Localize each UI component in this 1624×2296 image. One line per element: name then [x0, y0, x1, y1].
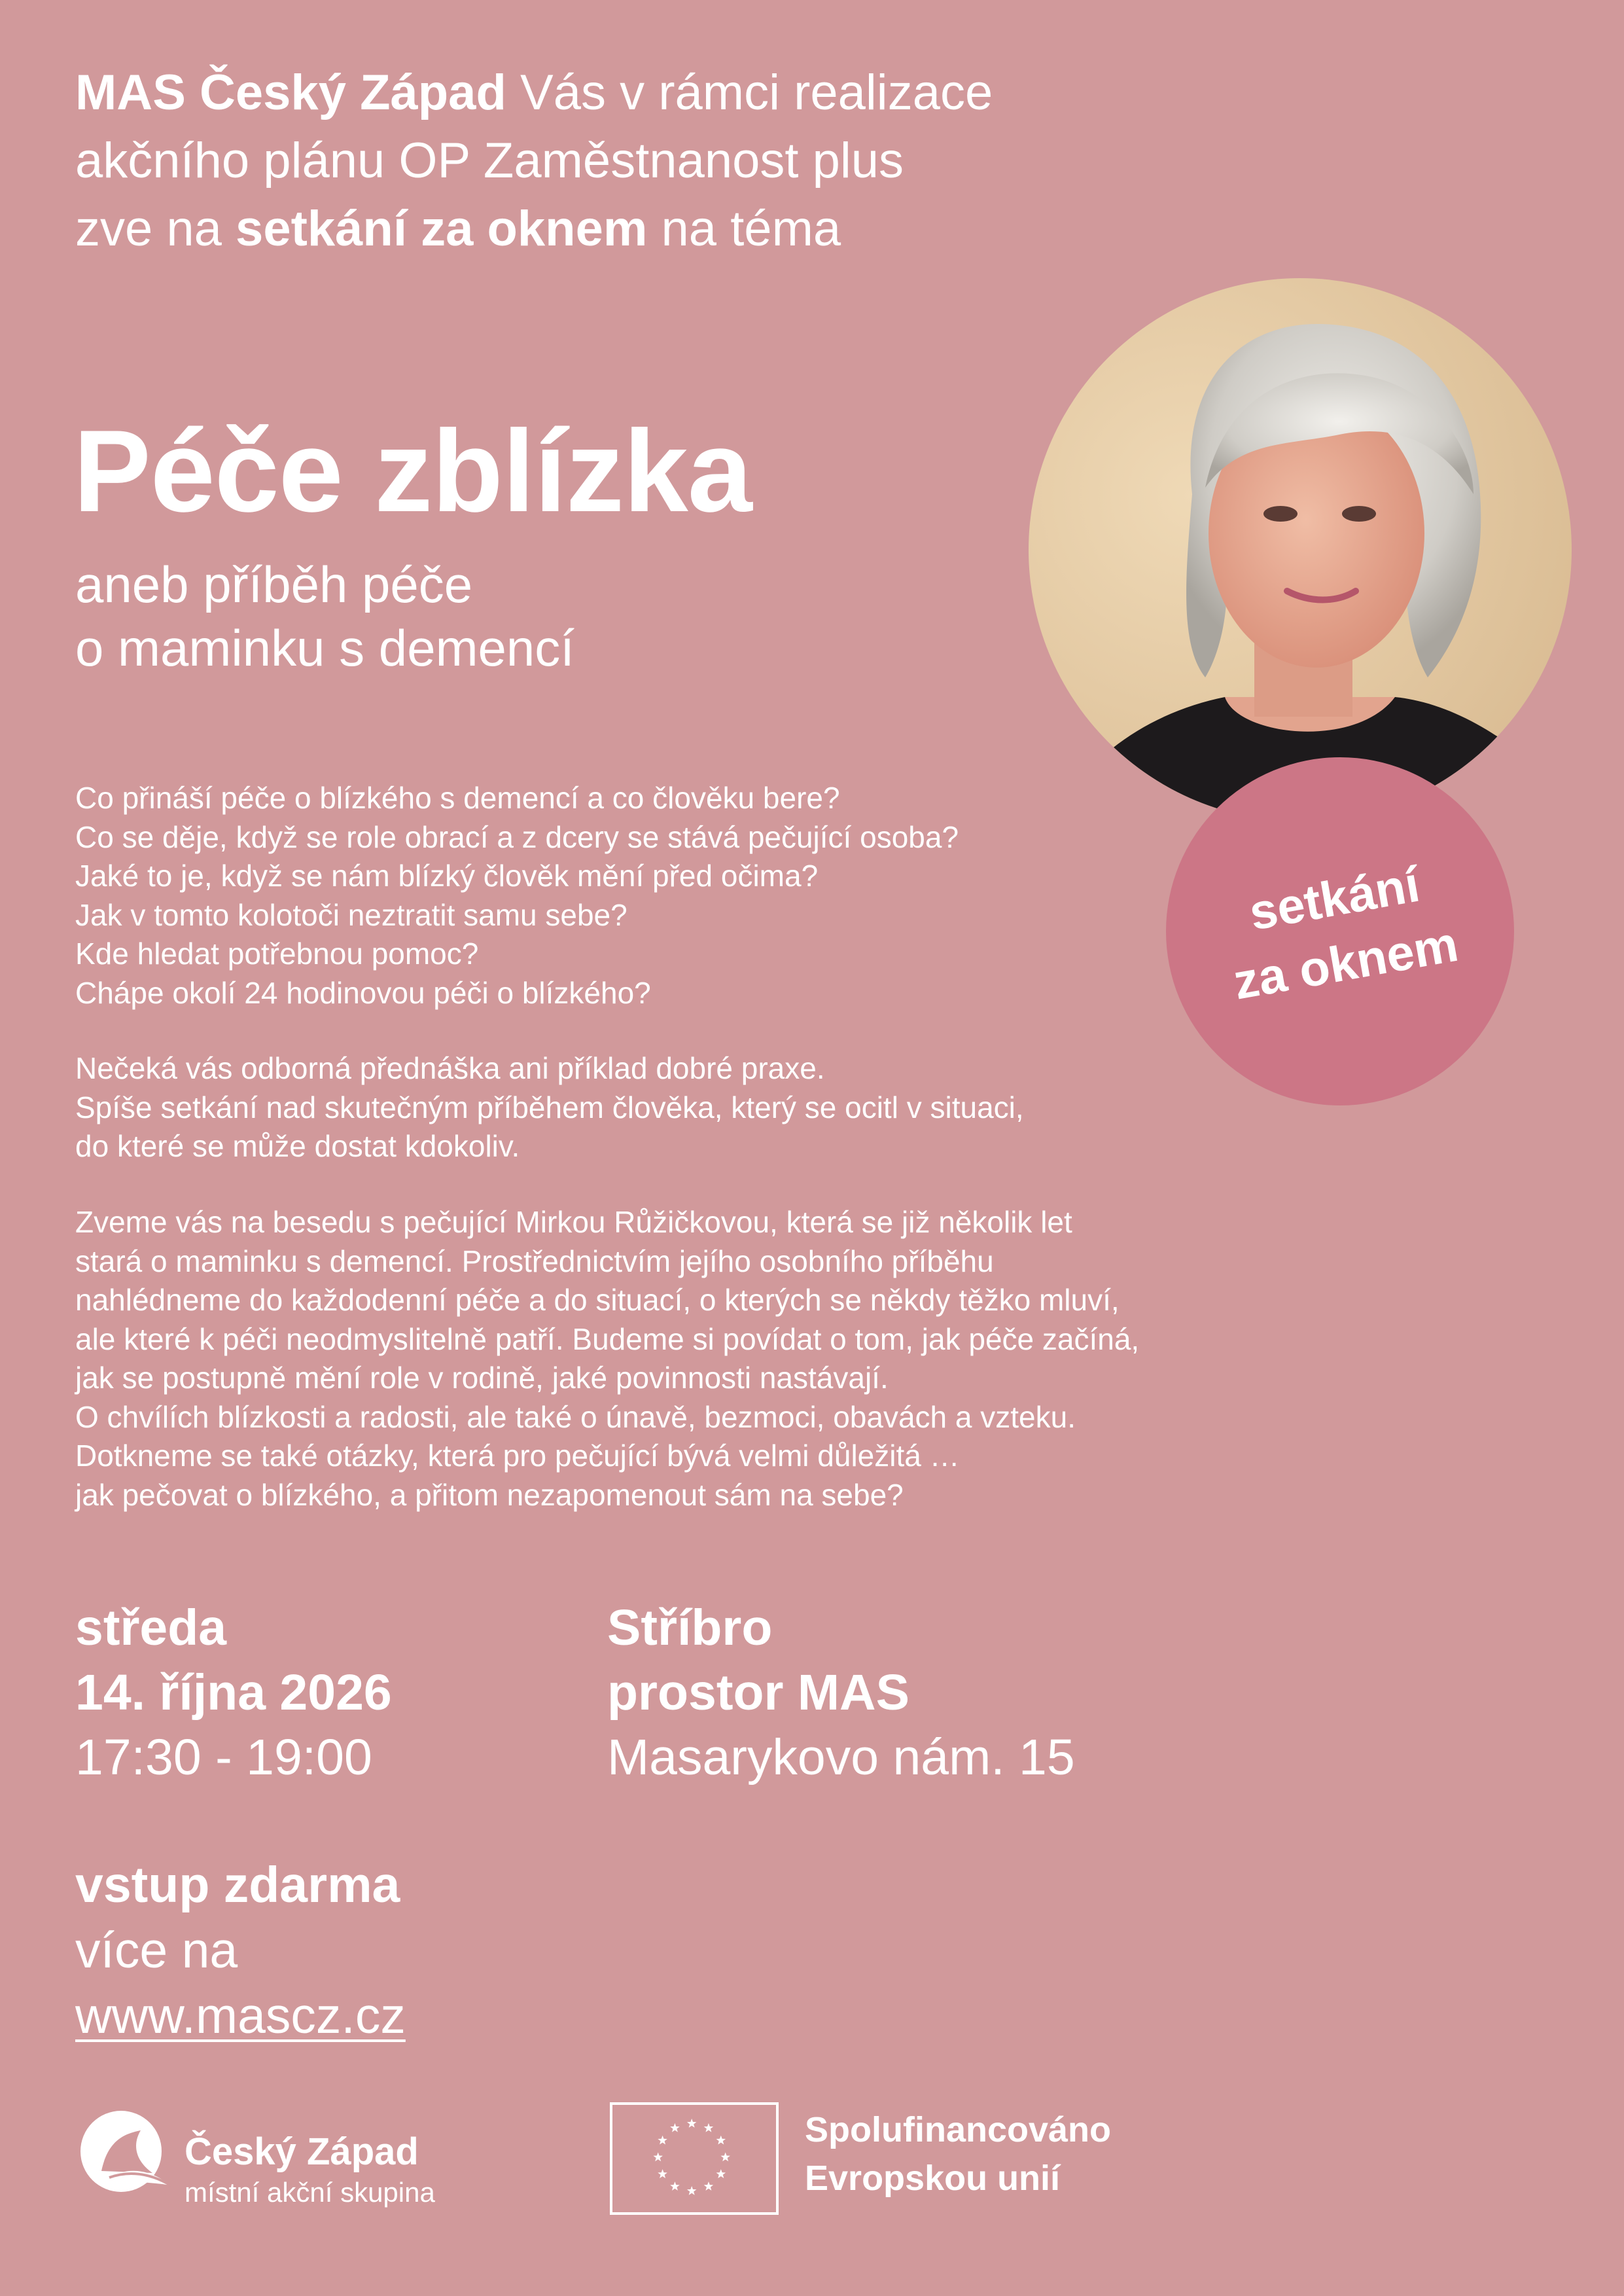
eu-star-icon — [704, 2181, 713, 2191]
description-paragraph — [75, 1049, 1024, 1166]
paragraph-line: do které se může dostat kdokoliv. — [75, 1129, 520, 1163]
question-line: Jaké to je, když se nám blízký člověk mění před očima? — [75, 859, 819, 893]
event-datetime — [75, 1596, 392, 1790]
event-venue: prostor MAS — [607, 1664, 909, 1721]
intro-line2: akčního plánu OP Zaměstnanost plus — [75, 133, 904, 188]
paragraph-line: jak pečovat o blízkého, a přitom nezapomenout sám na sebe? — [75, 1477, 904, 1512]
org-name: MAS Český Západ — [75, 65, 506, 120]
paragraph-line: jak se postupně mění role v rodině, jaké povinnosti nastávají. — [75, 1361, 889, 1395]
paragraph-line: ale které k péči neodmyslitelně patří. Budeme si povídat o tom, jak péče začíná, — [75, 1321, 1140, 1356]
question-line: Jak v tomto kolotoči neztratit samu sebe? — [75, 897, 627, 932]
event-badge — [1166, 757, 1514, 1105]
intro-line1: Vás v rámci realizace — [506, 65, 993, 120]
event-date: 14. října 2026 — [75, 1664, 392, 1721]
eu-star-icon — [670, 2123, 679, 2132]
event-time: 17:30 - 19:00 — [75, 1729, 372, 1785]
paragraph-line: nahlédneme do každodenní péče a do situací, o kterých se někdy těžko mluví, — [75, 1283, 1120, 1317]
questions-paragraph — [75, 779, 959, 1013]
eu-star-icon — [687, 2186, 696, 2195]
eu-star-icon — [658, 2169, 667, 2178]
intro-line3c: na téma — [647, 201, 841, 257]
eu-flag-icon — [610, 2102, 779, 2215]
event-address: Masarykovo nám. 15 — [607, 1729, 1075, 1785]
page-title: Péče zblízka — [73, 406, 752, 536]
paragraph-line: Zveme vás na besedu s pečující Mirkou Růžičkovou, která se již několik let — [75, 1205, 1072, 1239]
mas-name: Český Západ — [185, 2130, 419, 2173]
eu-text-line: Spolufinancováno — [805, 2110, 1112, 2149]
more-info-prefix: více na — [75, 1922, 238, 1979]
question-line: Kde hledat potřebnou pomoc? — [75, 937, 479, 971]
eu-star-icon — [687, 2119, 696, 2128]
eu-star-icon — [716, 2169, 726, 2178]
paragraph-line: Spíše setkání nad skutečným příběhem člověka, který se ocitl v situaci, — [75, 1090, 1024, 1124]
mas-logo-icon — [75, 2104, 173, 2202]
badge-text — [1217, 847, 1463, 1015]
intro-line3a: zve na — [75, 201, 236, 257]
portrait-image — [1029, 278, 1572, 821]
question-line: Chápe okolí 24 hodinovou péči o blízkého? — [75, 975, 651, 1010]
subtitle-line: aneb příběh péče — [75, 556, 473, 613]
badge-line: za oknem — [1229, 916, 1462, 1011]
eu-text-line: Evropskou unií — [805, 2159, 1061, 2198]
more-info — [75, 1918, 406, 2049]
paragraph-line: O chvílích blízkosti a radosti, ale také o únavě, bezmoci, obavách a vzteku. — [75, 1399, 1076, 1434]
portrait-photo — [1029, 278, 1572, 821]
question-line: Co se děje, když se role obrací a z dcery se stává pečující osoba? — [75, 819, 959, 854]
eu-star-icon — [653, 2152, 662, 2161]
subtitle-line: o maminku s demencí — [75, 619, 574, 677]
eu-star-icon — [658, 2136, 667, 2145]
intro-text — [75, 59, 1122, 263]
eu-star-icon — [704, 2123, 713, 2132]
eu-star-icon — [716, 2136, 726, 2145]
badge-line: setkání — [1244, 856, 1424, 941]
eu-funding-text — [805, 2106, 1111, 2202]
mas-subtitle: místní akční skupina — [185, 2177, 435, 2208]
eu-star-icon — [670, 2181, 679, 2191]
eu-star-icon — [720, 2152, 730, 2161]
website-link[interactable]: www.mascz.cz — [75, 1988, 406, 2044]
subtitle — [75, 553, 574, 680]
event-city: Stříbro — [607, 1600, 773, 1656]
paragraph-line: Dotkneme se také otázky, která pro pečující bývá velmi důležitá … — [75, 1439, 960, 1473]
entry-info — [75, 1852, 406, 2049]
invitation-paragraph — [75, 1203, 1139, 1515]
intro-highlight: setkání za oknem — [236, 201, 648, 257]
event-location — [607, 1596, 1075, 1790]
entry-label: vstup zdarma — [75, 1857, 400, 1913]
paragraph-line: stará o maminku s demencí. Prostřednictvím jejího osobního příběhu — [75, 1244, 994, 1278]
paragraph-line: Nečeká vás odborná přednáška ani příklad dobré praxe. — [75, 1051, 825, 1085]
question-line: Co přináší péče o blízkého s demencí a co člověku bere? — [75, 781, 840, 815]
event-day: středa — [75, 1600, 227, 1656]
